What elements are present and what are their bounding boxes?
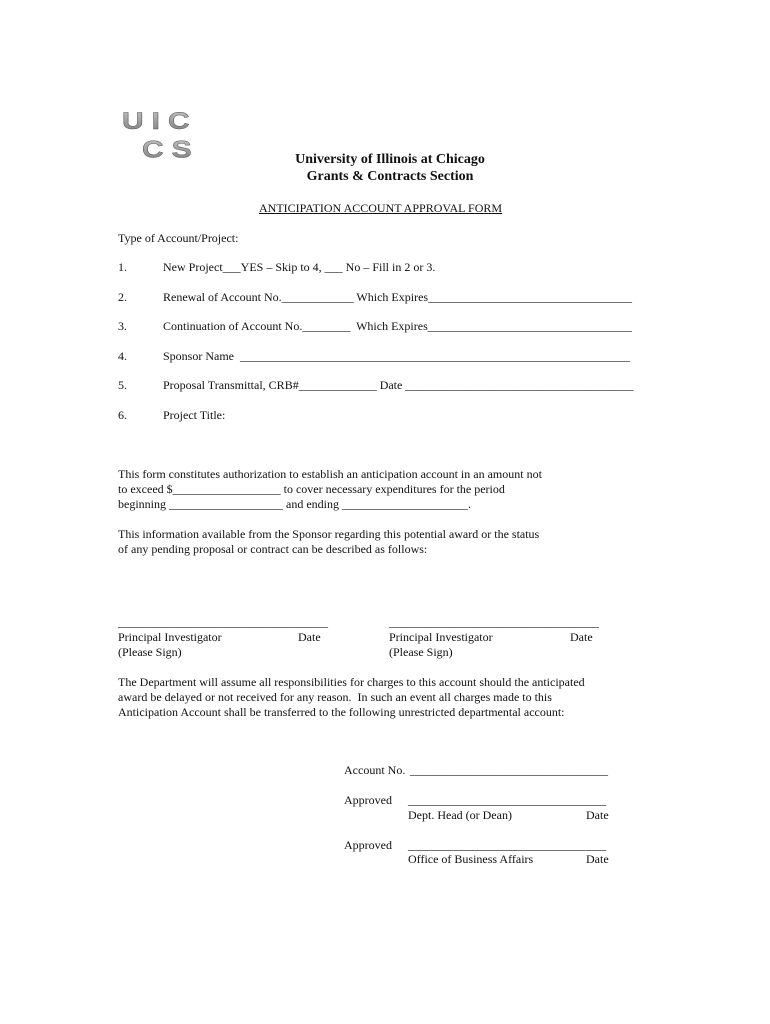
dept-head-date-label: Date xyxy=(586,808,609,822)
date-label-right: Date xyxy=(570,630,593,644)
info-line-1: This information available from the Sponsor regarding this potential award or the status xyxy=(118,527,540,541)
item-5-proposal: Proposal Transmittal, CRB#_____________ Date ______________________________________ xyxy=(163,378,634,392)
form-title: ANTICIPATION ACCOUNT APPROVAL FORM xyxy=(259,201,503,215)
uic-logo xyxy=(118,108,258,164)
item-4-sponsor: Sponsor Name _________________________________________________________________ xyxy=(163,349,630,363)
please-sign-left: (Please Sign) xyxy=(118,645,182,659)
department-line-3: Anticipation Account shall be transferred to the following unrestricted departmental account: xyxy=(118,705,565,719)
authorization-line-2: to exceed $__________________ to cover necessary expenditures for the period xyxy=(118,482,505,496)
dept-head-signature-line[interactable]: _________________________________ xyxy=(408,793,606,807)
department-line-2: award be delayed or not received for any reason. In such an event all charges made to this xyxy=(118,690,552,704)
item-2-renewal: Renewal of Account No.____________ Which Expires__________________________________ xyxy=(163,290,633,304)
item-3-continuation: Continuation of Account No.________ Which Expires__________________________________ xyxy=(163,319,632,333)
item-1-new-project: New Project___YES – Skip to 4, ___ No – Fill in 2 or 3. xyxy=(163,260,436,274)
account-no-field[interactable]: _________________________________ xyxy=(410,763,608,777)
item-6-number: 6. xyxy=(118,408,127,422)
logo-line-1: UIC xyxy=(122,108,198,135)
item-1-number: 1. xyxy=(118,260,127,274)
pi-label-left: Principal Investigator xyxy=(118,630,222,644)
pi-signature-line-right: ___________________________________ xyxy=(389,615,599,629)
approved-label-2: Approved xyxy=(344,838,392,852)
date-label-left: Date xyxy=(298,630,321,644)
authorization-line-3: beginning ___________________ and ending _____________________. xyxy=(118,497,471,511)
item-4-number: 4. xyxy=(118,349,127,363)
business-affairs-signature-line[interactable]: _________________________________ xyxy=(408,838,606,852)
account-no-label: Account No. xyxy=(344,763,406,777)
university-title: University of Illinois at Chicago xyxy=(295,152,485,167)
authorization-line-1: This form constitutes authorization to establish an anticipation account in an amount not xyxy=(118,467,542,481)
item-5-number: 5. xyxy=(118,378,127,392)
pi-signature-line-left: ___________________________________ xyxy=(118,615,328,629)
logo-line-2: CS xyxy=(142,135,200,163)
info-line-2: of any pending proposal or contract can be described as follows: xyxy=(118,542,428,556)
business-affairs-date-label: Date xyxy=(586,852,609,866)
dept-head-label: Dept. Head (or Dean) xyxy=(408,808,512,822)
section-title: Grants & Contracts Section xyxy=(306,169,474,184)
please-sign-right: (Please Sign) xyxy=(389,645,453,659)
item-6-project-title: Project Title: xyxy=(163,408,226,422)
approved-label-1: Approved xyxy=(344,793,392,807)
business-affairs-label: Office of Business Affairs xyxy=(408,852,534,866)
type-label: Type of Account/Project: xyxy=(118,231,239,245)
item-2-number: 2. xyxy=(118,290,127,304)
department-line-1: The Department will assume all responsibilities for charges to this account should the anticipated xyxy=(118,675,585,689)
item-3-number: 3. xyxy=(118,319,127,333)
pi-label-right: Principal Investigator xyxy=(389,630,493,644)
